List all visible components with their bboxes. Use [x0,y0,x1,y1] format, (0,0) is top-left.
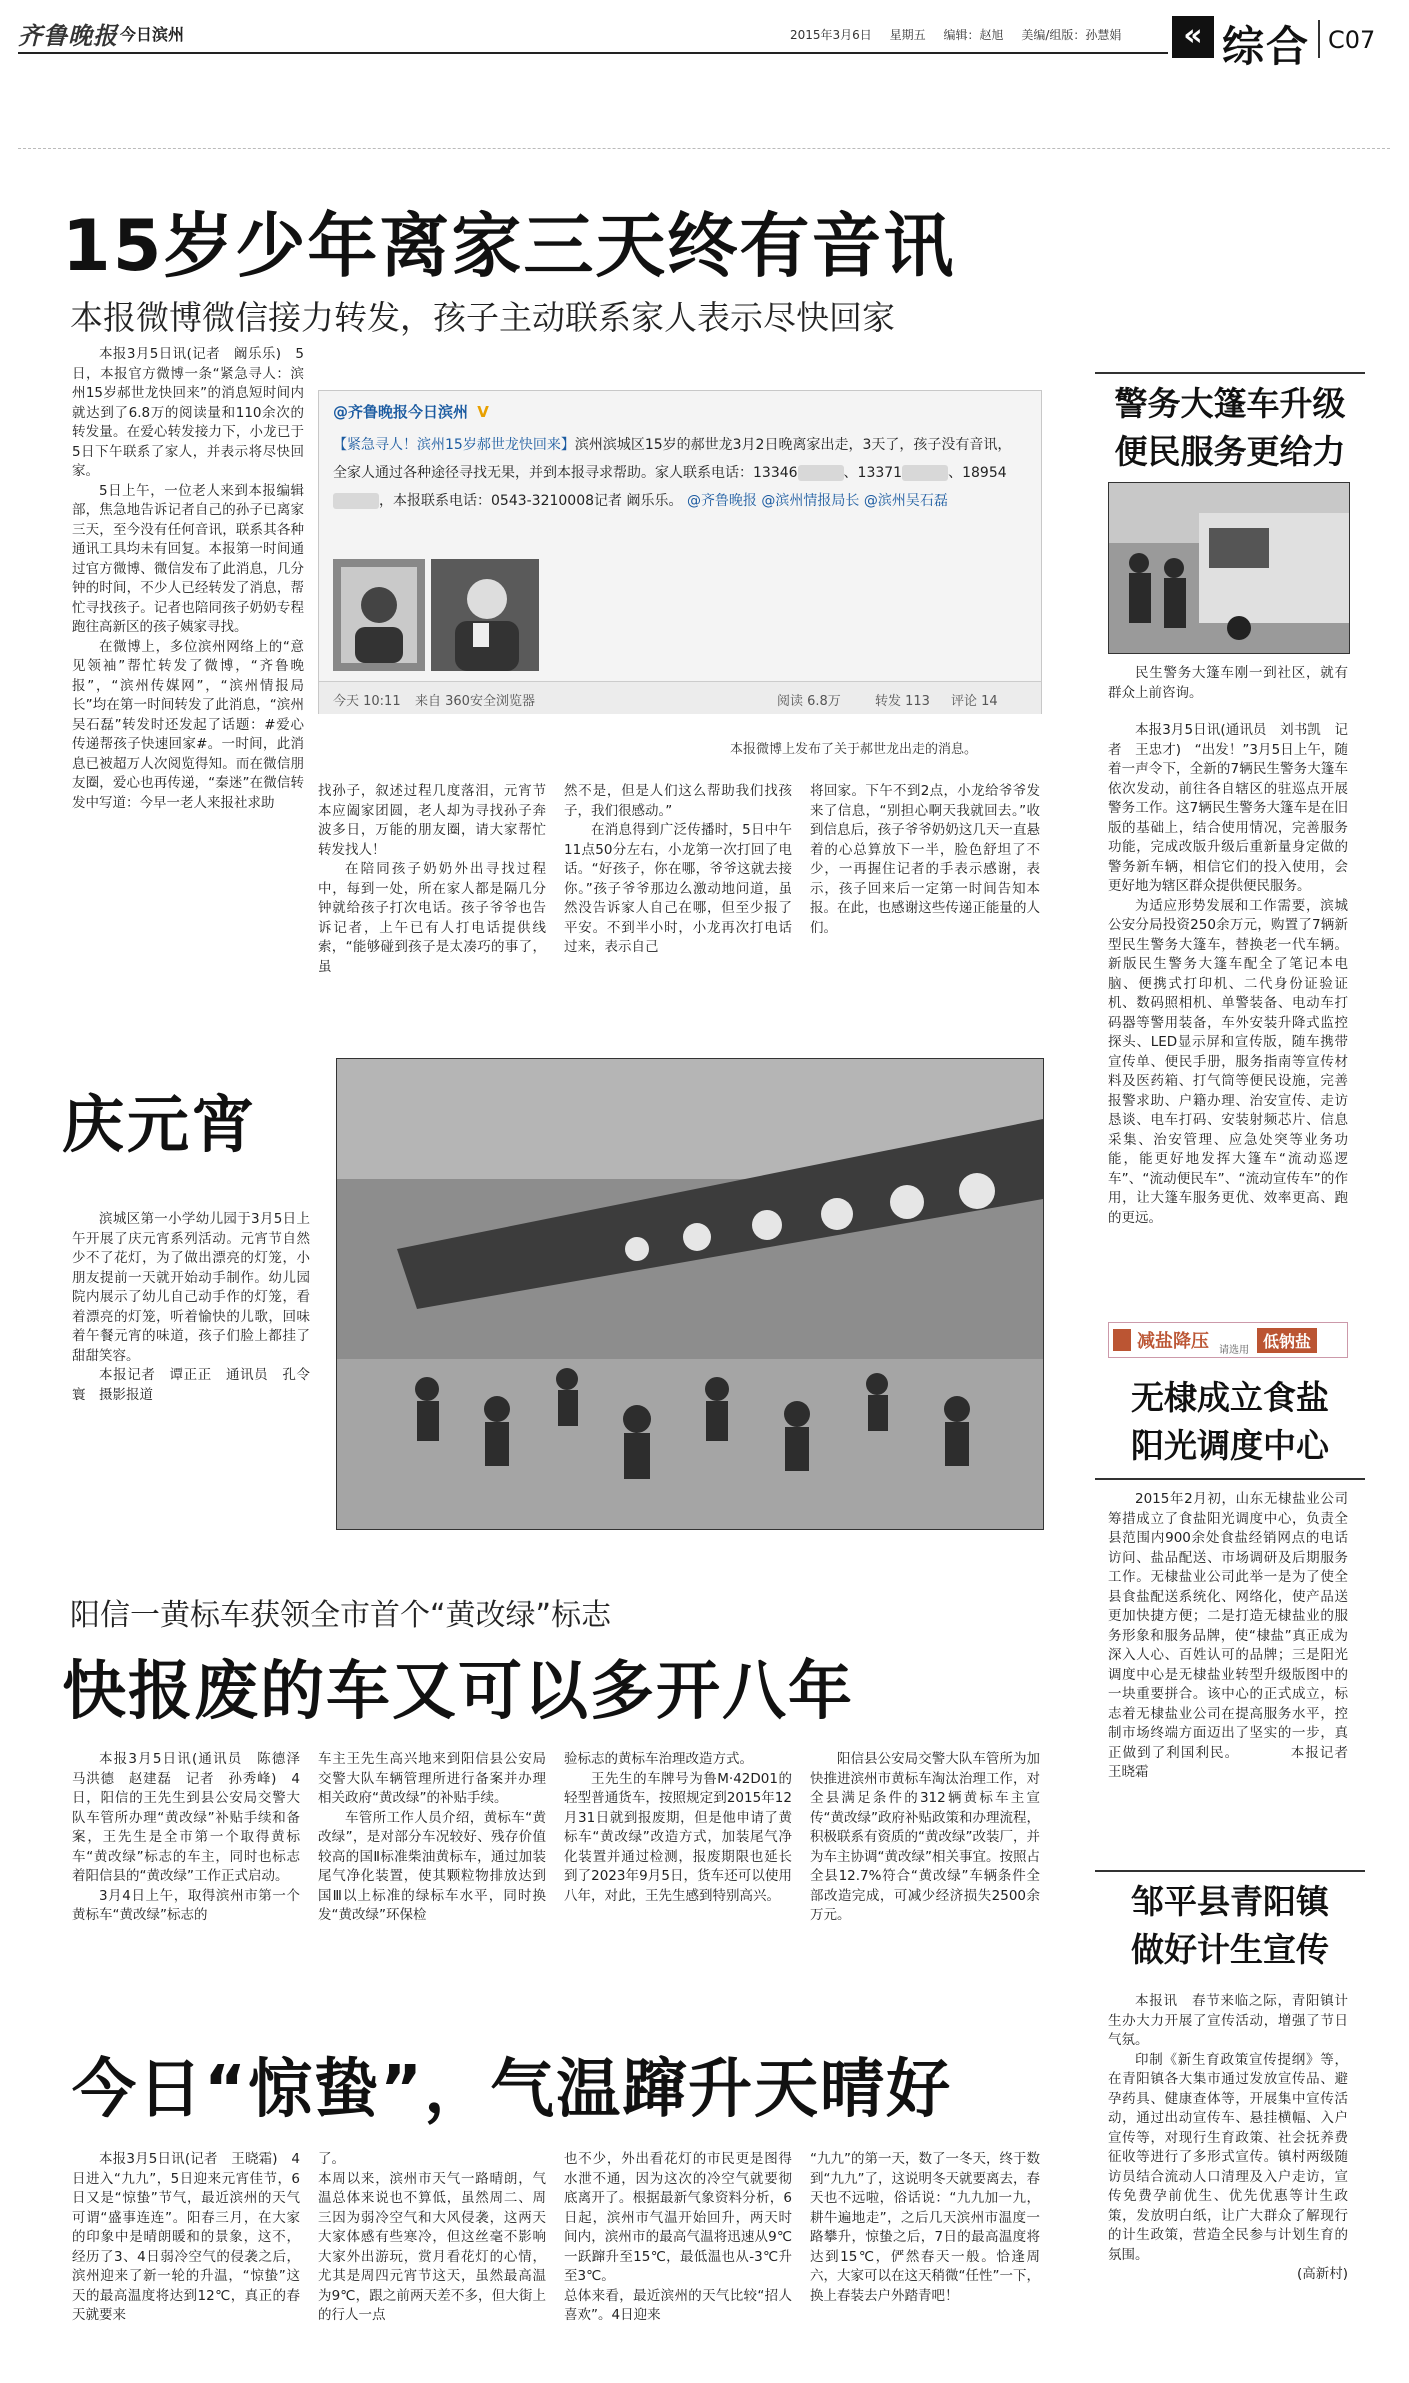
salt-logo-sub: 请选用 [1219,1345,1249,1356]
police-van-photo [1108,482,1350,654]
weibo-post-body: 滨州滨城区15岁的郝世龙3月2日晚离家出走，3天了，孩子没有音讯，全家人通过各种途径寻找无果，并到本报寻求帮助。家人联系电话：13346 [333,437,1012,481]
sidebar-rule [1095,1870,1365,1872]
lantern-para: 滨城区第一小学幼儿园于3月5日上午开展了庆元宵系列活动。元宵节自然少不了花灯，为了做出漂亮的灯笼，小朋友提前一天就开始动手制作。幼儿园院内展示了幼儿自己动手作的灯笼，看着漂亮的灯笼，听着愉快的儿歌，回味着午餐元宵的味道，孩子们脸上都挂了甜甜笑容。 [72,1211,310,1364]
zouping-headline [1095,1878,1365,1974]
boy-photo-image [333,559,425,671]
truck-para: 本报3月5日讯(通讯员 陈德泽 马洪德 赵建磊 记者 孙秀峰) 4日，阳信的王先生到县公安局交警大队车管所办理“黄改绿”补贴手续和备案，王先生是全市第一个取得黄标车“黄改绿”标志的车主，同时也标志着阳信县的“黄改绿”工作正式启动。 [72,1751,314,1884]
truck-col-4 [810,1750,1040,1926]
verified-badge-icon: V [477,403,489,421]
lantern-headline: 庆元宵 [62,1088,258,1161]
lantern-credit: 本报记者 谭正正 通讯员 孔令寰 摄影报道 [72,1367,310,1403]
blurred-phone [798,465,844,481]
editor: 编辑：赵旭 [943,28,1004,42]
weibo-username: @齐鲁晚报今日滨州 [333,403,469,421]
sidebar-rule [1095,372,1365,374]
section-divider [1318,20,1320,58]
weather-col-2 [318,2150,546,2375]
grandfather-photo [431,559,539,671]
police-body [1108,664,1348,1228]
truck-para: 阳信县公安局交警大队车管所为加快推进滨州市黄标车淘汰治理工作，对全县满足条件的312辆黄标车主宣传“黄改绿”政府补贴政策和办理流程，积极联系有资质的“黄改绿”改装厂，并为车主协调“黄改绿”相关事宜。按照占全县12.7%符合“黄改绿”车辆条件全部改造完成，可减少经济损失2500余万元。 [810,1751,1040,1923]
weibo-phone-3: 18954 [962,465,1007,481]
police-headline-line-2: 便民服务更给力 [1114,432,1346,471]
lead-headline: 15岁少年离家三天终有音讯 [62,205,956,287]
lead-col-2 [318,782,546,977]
weibo-repost-count: 转发 113 [875,694,930,709]
blurred-phone [333,493,379,509]
salt-headline-line-2: 阳光调度中心 [1131,1426,1329,1465]
lead-para: 本报3月5日讯(记者 阚乐乐) 5日，本报官方微博一条“紧急寻人：滨州15岁郝世龙快回来”的消息短时间内就达到了6.8万的阅读量和110余次的转发量。在爱心转发接力下，小龙已于5日下午联系了家人，并表示将尽快回家。 [72,346,304,479]
weibo-comment-count: 评论 14 [951,694,998,709]
section-arrow-icon: « [1172,16,1214,58]
weibo-phone-2: 13371 [857,465,903,481]
salt-para: 2015年2月初，山东无棣盐业公司筹措成立了食盐阳光调度中心，负责全县范围内900余处食盐经销网点的电话访问、盐品配送、市场调研及后期服务工作。无棣盐业公司此举一是为了使全县食盐配送系统化、网络化，使产品送更加快捷方便；二是打造无棣盐业的服务形象和服务品牌，使“棣盐”真正成为深入人心、百姓认可的品牌；三是阳光调度中心是无棣盐业转型升级版图中的一块重要拼合。该中心的正式成立，标志着无棣盐业公司在提高服务水平，控制市场终端方面迈出了坚实的一步，真正做到了利国利民。 本报记者 王晓霜 [1108,1491,1362,1780]
truck-col-3 [564,1750,792,1906]
weibo-caption: 本报微博上发布了关于郝世龙出走的消息。 [730,742,978,757]
zouping-para: 印制《新生育政策宣传提纲》等，在青阳镇各大集市通过发放宣传品、避孕药具、健康查体等，开展集中宣传活动，通过出动宣传车、悬挂横幅、入户宣传等，对现行生育政策、社会抚养费征收等进行了多形式宣传。镇村两级随访员结合流动人口清理及入户走访，宣传免费孕前优生、优先优惠等计生政策，发放明白纸，让广大群众了解现行的计生政策，营造全民参与计划生育的氛围。 [1108,2051,1348,2263]
issue-weekday: 星期五 [889,28,926,42]
header-rule [18,52,1168,54]
boy-photo [333,559,425,671]
lantern-photo-image [337,1059,1043,1529]
issue-date: 2015年3月6日 [790,28,872,42]
page-number: C07 [1328,26,1376,54]
newspaper-logo: 齐鲁晚报 [18,21,118,50]
blurred-phone [902,465,948,481]
police-para: 本报3月5日讯(通讯员 刘书凯 记者 王忠才) “出发！”3月5日上午，随着一声令下，全新的7辆民生警务大篷车依次发动，前往各自辖区的驻巡点开展警务工作。这7辆民生警务大篷车是在旧版的基础上，结合使用情况，完善服务功能，完成改版升级后重新量身定做的警务新车辆，相信它们的投入使用，会更好地为辖区群众提供便民服务。 [1108,722,1348,894]
weather-para: 了。 本周以来，滨州市天气一路晴朗，气温总体来说也不算低，虽然周二、周三因为弱冷空气和大风侵袭，这两天大家体感有些寒冷，但这丝毫不影响大家外出游玩，赏月看花灯的心情，尤其是周四元宵节这天，虽然最高温为9℃，跟之前两天差不多，但大街上的行人一点 [318,2151,546,2323]
truck-col-2 [318,1750,546,1926]
weather-para: 也不少，外出看花灯的市民更是图得水泄不通，因为这次的冷空气就要彻底离开了。根据最新气象资料分析，6日起，滨州市气温开始回升，两天时间内，滨州市的最高气温将迅速从9℃一跃蹿升至15℃，最低温也从-3℃升至3℃。 总体来看，最近滨州的天气比较“招人喜欢”。4日迎来 [564,2151,792,2323]
zouping-para: 本报讯 春节来临之际，青阳镇计生办大力开展了宣传活动，增强了节日气氛。 [1108,1993,1348,2048]
lead-para: 在消息得到广泛传播时，5日中午11点50分左右，小龙第一次打回了电话。“好孩子，你在哪，爷爷这就去接你。”孩子爷爷那边么激动地问道，虽然没告诉家人自己在哪，但至少报了平安。不到半小时，小龙再次打电话过来，表示自己 [564,822,792,955]
salt-logo-slogan: 减盐降压 [1137,1331,1209,1352]
truck-para: 王先生的车牌号为鲁M·42D01的轻型普通货车，按照规定到2015年12月31日就到报废期，但是他申请了黄标车“黄改绿”改造方式，加装尾气净化装置并通过检测，报废期限也延长到了2023年9月5日，货车还可以使用八年，对此，王先生感到特别高兴。 [564,1770,792,1904]
police-para: 为适应形势发展和工作需要，滨城公安分局投资250余万元，购置了7辆新型民生警务大篷车，替换老一代车辆。新版民生警务大篷车配全了笔记本电脑、便携式打印机、二代身份证验证机、数码照相机、单警装备、电动车打码器等警用装备，车外安装升降式监控探头、LED显示屏和宣传版，随车携带宣传单、便民手册，服务指南等宣传材料及医药箱、打气筒等便民设施，完善报警求助、户籍办理、治安宣传、走访恳谈、电车打码、安装射频芯片、信息采集、治安管理、应急处突等业务功能，能更好地发挥大篷车“流动巡逻车”、“流动便民车”、“流动宣传车”的作用，让大篷车服务更优、效率更高、跑的更远。 [1108,897,1348,1226]
weibo-footer [319,681,1041,714]
page-meta [790,26,1135,43]
truck-col-1 [72,1750,314,1926]
weibo-screenshot [318,390,1042,714]
lead-col-1 [72,345,304,813]
lantern-body [72,1210,310,1405]
lead-para: 找孙子，叙述过程几度落泪，元宵节本应阖家团圆，老人却为寻找孙子奔波多日，万能的朋友圈，请大家帮忙转发找人！ [318,783,546,858]
weibo-post-title: 【紧急寻人！滨州15岁郝世龙快回来】 [333,437,575,453]
salt-ad-logo [1108,1322,1348,1358]
zouping-headline-line-1: 邹平县青阳镇 [1131,1882,1329,1921]
weibo-source: 来自 360安全浏览器 [415,694,535,709]
weibo-time: 今天 10:11 [333,694,401,709]
weather-headline: 今日“惊蛰”，气温蹿升天晴好 [72,2053,953,2127]
lead-para: 5日上午，一位老人来到本报编辑部，焦急地告诉记者自己的孙子已离家三天，至今没有任何音讯，联系其各种通讯工具均未有回复。本报第一时间通过官方微博、微信发布了此消息，几分钟的时间，不少人已经转发了消息，帮忙寻找孩子。记者也陪同孩子奶奶专程跑往高新区的孩子姨家寻找。 [72,482,304,635]
police-van-photo-image [1109,483,1349,653]
section-title: 综合 [1222,22,1311,71]
truck-para: 3月4日上午，取得滨州市第一个黄标车“黄改绿”标志的 [72,1887,300,1923]
weibo-post-text: 【紧急寻人！滨州15岁郝世龙快回来】滨州滨城区15岁的郝世龙3月2日晚离家出走，3天了，孩子没有音讯，全家人通过各种途径寻找无果，并到本报寻求帮助。家人联系电话：13346 、13371 、18954，本报联系电话：0543-3210008记者 阚乐乐。 @齐鲁晚报 @滨州情报局长 @滨州吴石磊 [333,437,1012,509]
weather-col-4 [810,2150,1040,2375]
zouping-body [1108,1992,1348,2372]
weather-para: “九九”的第一天，数了一冬天，终于数到“九九”了，这说明冬天就要离去，春天也不远啦，俗话说：“九九加一九，耕牛遍地走”，之后几天滨州市温度一路攀升，惊蛰之后，7日的最高温度将达到15℃，俨然春天一般。恰逢周六，大家可以在这天稍微“任性”一下，换上春装去户外踏青吧！ [810,2151,1040,2304]
weibo-mention: @齐鲁晚报 [686,493,757,509]
weather-col-3 [564,2150,792,2375]
salt-headline [1095,1374,1365,1470]
designer: 美编/组版：孙慧娟 [1021,28,1122,42]
grandfather-photo-image [431,559,539,671]
weather-col-1 [72,2150,300,2375]
truck-para: 车主王先生高兴地来到阳信县公安局交警大队车辆管理所进行备案并办理相关政府“黄改绿”的补贴手续。 [318,1751,546,1806]
lead-col-3 [564,782,792,958]
lead-para: 然不是，但是人们这么帮助我们找孩子，我们很感动。” [564,783,792,819]
lead-para: 在微博上，多位滨州网络上的“意见领袖”帮忙转发了微博，“齐鲁晚报”，“滨州传媒网”，“滨州情报局长”均在第一时间转发了此消息，“滨州吴石磊”转发时还发起了话题：#爱心传递帮孩子快速回家#。一时间，此消息已被超万人次阅览得知。而在微信朋友圈，爱心也再传递，“秦迷”在微信转发中写道：今早一老人来报社求助 [72,638,304,811]
police-headline [1095,380,1365,476]
lead-subheadline: 本报微博微信接力转发，孩子主动联系家人表示尽快回家 [70,298,895,337]
truck-headline: 快报废的车又可以多开八年 [62,1655,854,1729]
weibo-post-contact: ，本报联系电话：0543-3210008记者 阚乐乐。 [379,493,683,509]
zouping-headline-line-2: 做好计生宣传 [1131,1930,1329,1969]
salt-logo-product: 低钠盐 [1257,1328,1317,1353]
police-caption: 民生警务大篷车刚一到社区，就有群众上前咨询。 [1108,665,1348,701]
truck-para: 车管所工作人员介绍，黄标车“黄改绿”，是对部分车况较好、残存价值较高的国Ⅱ标准柴油黄标车，通过加装尾气净化装置，使其颗粒物排放达到国Ⅲ以上标准的绿标车水平，同时换发“黄改绿”环保检 [318,1809,546,1923]
sidebar-rule [1095,1478,1365,1480]
weibo-user [333,401,489,422]
truck-kicker: 阳信一黄标车获领全市首个“黄改绿”标志 [70,1598,612,1633]
column-name: 今日滨州 [120,25,185,44]
zouping-byline: (高新村) [1296,2266,1348,2282]
salt-body [1108,1490,1362,1783]
weather-para: 本报3月5日讯(记者 王晓霜) 4日进入“九九”，5日迎来元宵佳节，6日又是“惊蛰”节气，最近滨州的天气可谓“盛事连连”。阳春三月，在大家的印象中是晴朗暖和的景象，这不，经历了3、4日弱冷空气的侵袭之后，滨州迎来了新一轮的升温，“惊蛰”这天的最高温度将达到12℃，真正的春天就要来 [72,2151,300,2323]
lead-para: 将回家。下午不到2点，小龙给爷爷发来了信息，“别担心啊天我就回去。”收到信息后，孩子爷爷奶奶这几天一直悬着的心总算放下一半，脸色舒坦了不少，一再握住记者的手表示感谢，表示，孩子回来后一定第一时间告知本报。在此，也感谢这些传递正能量的人们。 [810,783,1040,936]
weibo-mention: @滨州吴石磊 [863,493,948,509]
weibo-read-count: 阅读 6.8万 [777,694,841,709]
salt-logo-mark-icon [1113,1329,1131,1351]
police-headline-line-1: 警务大篷车升级 [1114,384,1346,423]
weibo-mention: @滨州情报局长 [761,493,860,509]
truck-para: 验标志的黄标车治理改造方式。 [564,1751,753,1767]
salt-headline-line-1: 无棣成立食盐 [1131,1378,1329,1417]
lead-col-4 [810,782,1040,938]
lantern-photo [336,1058,1044,1530]
lead-para: 在陪同孩子奶奶外出寻找过程中，每到一处，所在家人都是隔几分钟就给孩子打次电话。孩子爷爷也告诉记者，上午已有人打电话提供线索，“能够碰到孩子是太凑巧的事了，虽 [318,861,546,975]
top-dashed-divider [18,148,1390,149]
